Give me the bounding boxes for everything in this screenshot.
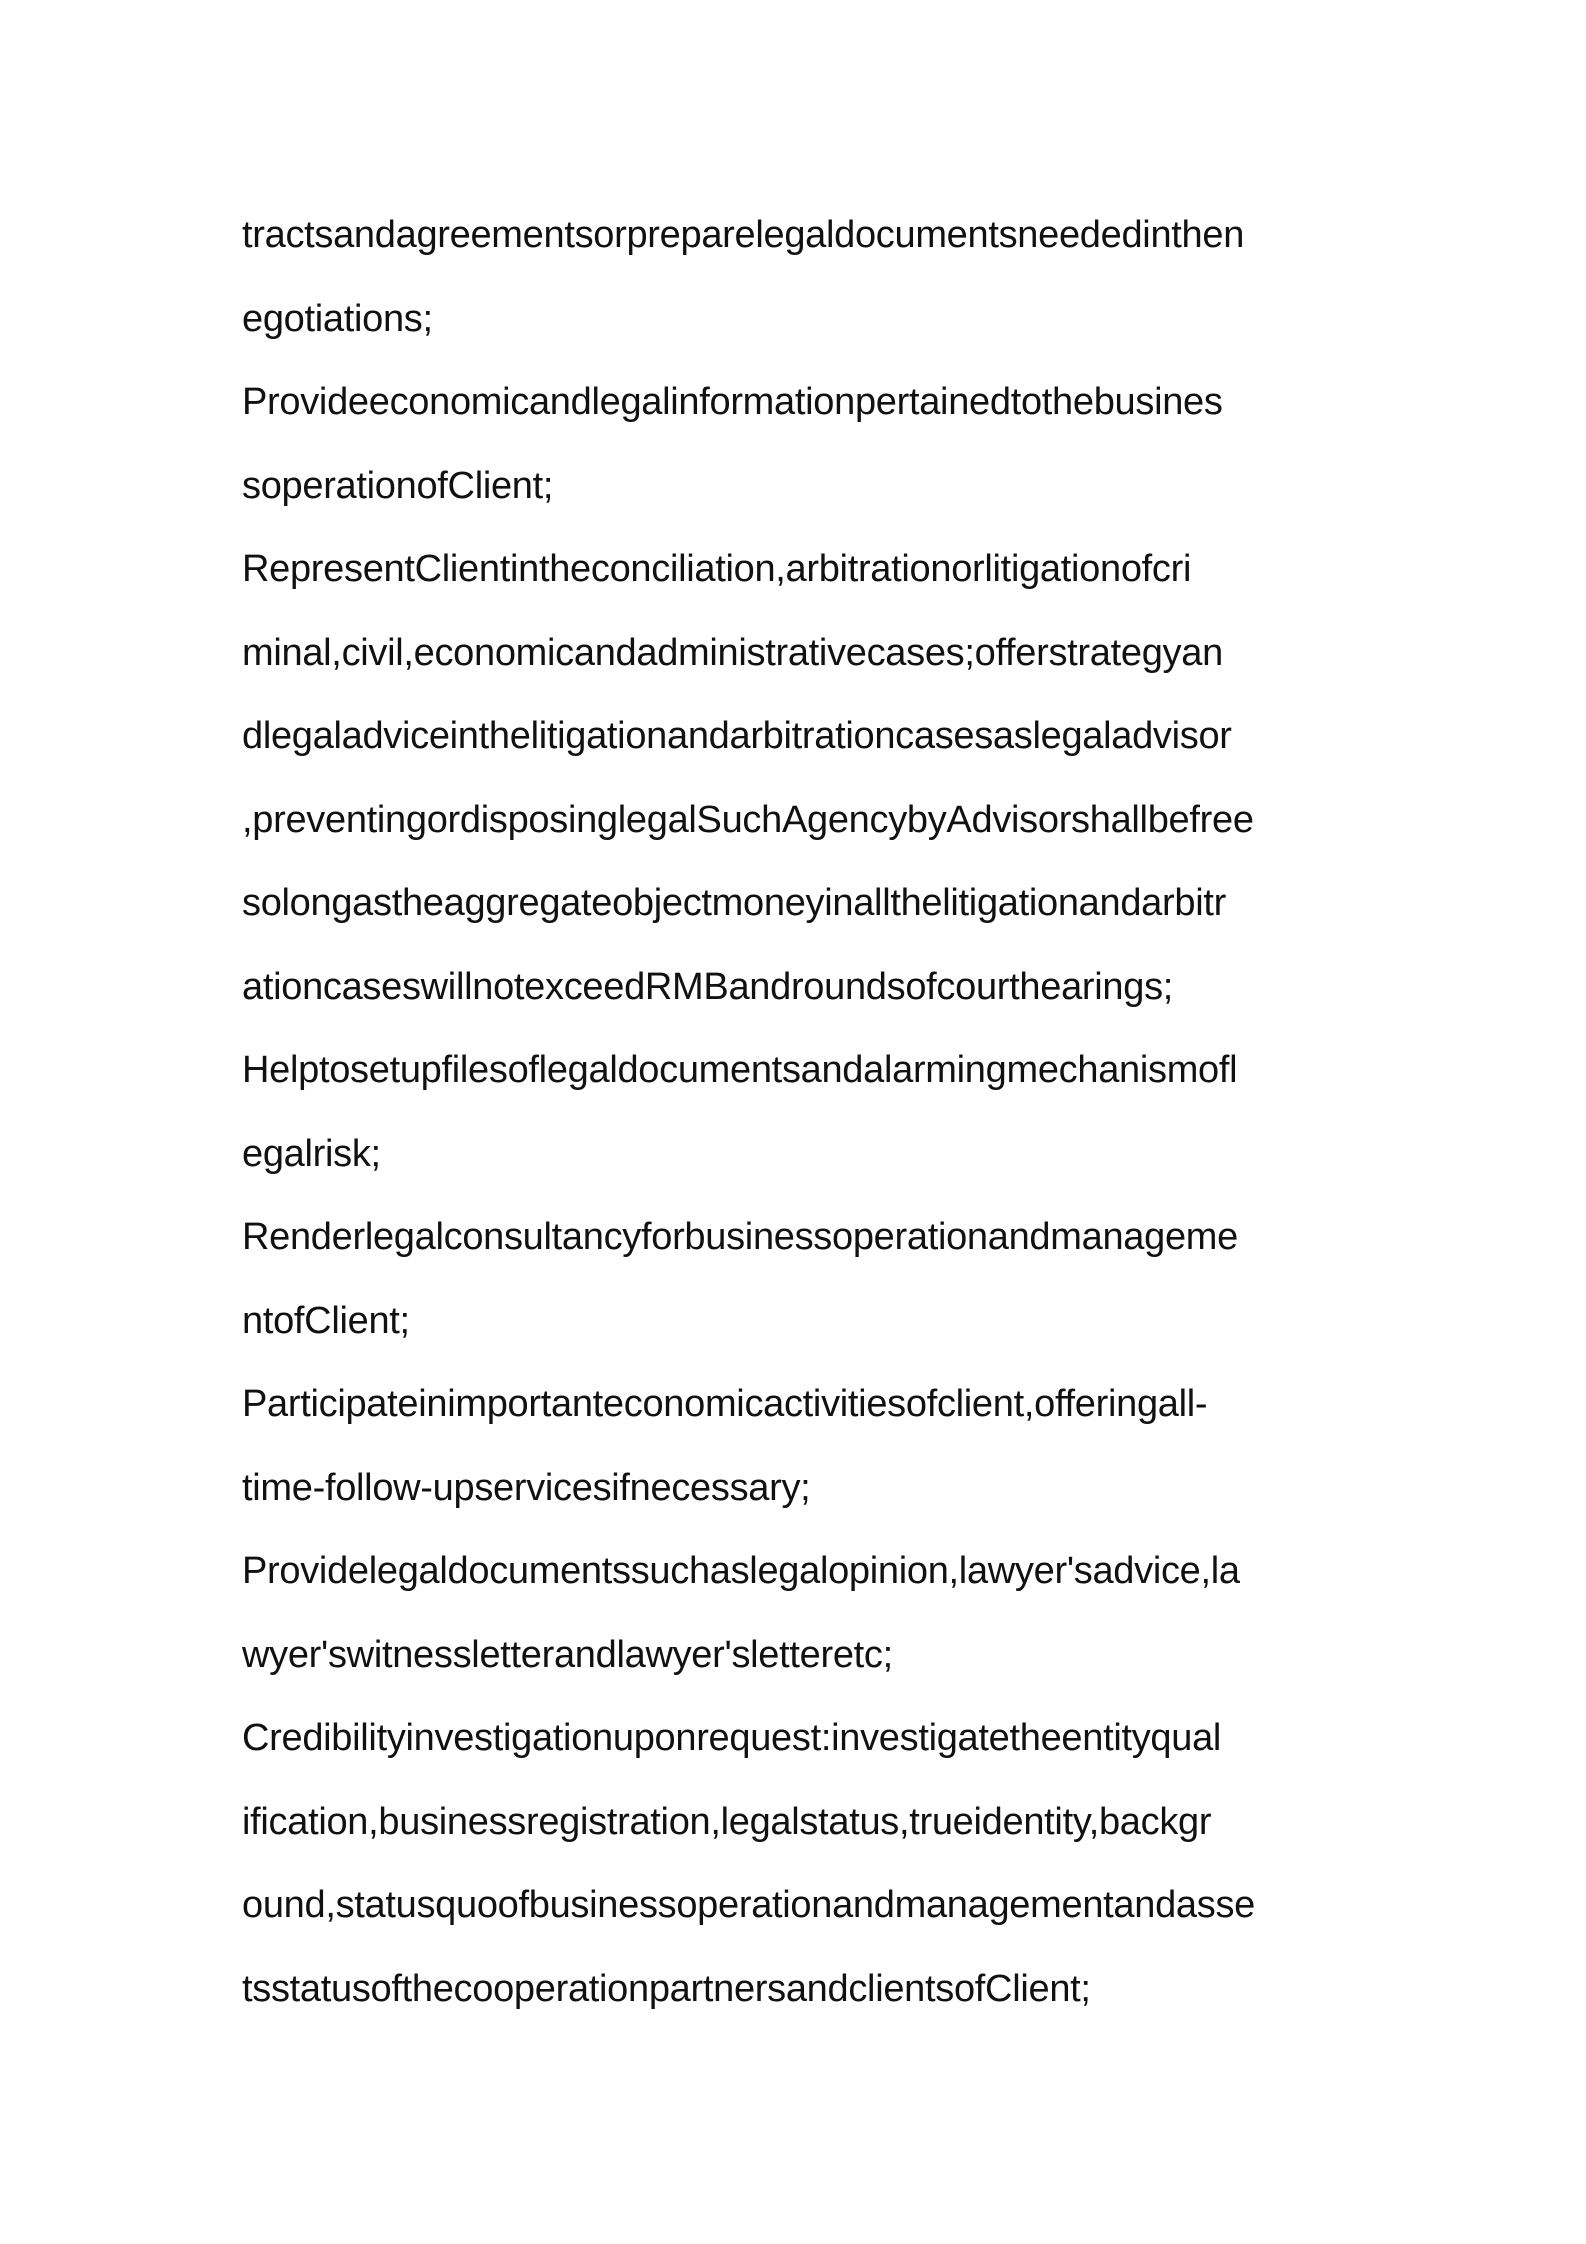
text-line: Credibilityinvestigationuponrequest:investigatetheentityqual bbox=[242, 1717, 1222, 1759]
text-line: egalrisk; bbox=[242, 1132, 381, 1175]
text-line: ,preventingordisposinglegalSuchAgencybyAdvisorshallbefree bbox=[242, 798, 1254, 841]
text-line: ntofClient; bbox=[242, 1299, 410, 1342]
text-line: tractsandagreementsorpreparelegaldocumentsneededinthen bbox=[242, 214, 1245, 256]
text-line: RepresentClientintheconciliation,arbitrationorlitigationofcri bbox=[242, 548, 1192, 590]
text-line: Providelegaldocumentssuchaslegalopinion,lawyer'sadvice,la bbox=[242, 1550, 1240, 1592]
text-line: ound,statusquoofbusinessoperationandmanagementandasse bbox=[242, 1884, 1255, 1926]
text-line: ification,businessregistration,legalstatus,trueidentity,backgr bbox=[242, 1800, 1212, 1843]
text-line: soperationofClient; bbox=[242, 464, 554, 507]
text-line: tsstatusofthecooperationpartnersandclientsofClient; bbox=[242, 1967, 1091, 2010]
text-line: Helptosetupfilesoflegaldocumentsandalarmingmechanismofl bbox=[242, 1049, 1238, 1091]
text-line: solongastheaggregateobjectmoneyinallthelitigationandarbitr bbox=[242, 882, 1226, 924]
text-line: ationcaseswillnotexceedRMBandroundsofcourthearings; bbox=[242, 965, 1174, 1008]
text-line: time-follow-upservicesifnecessary; bbox=[242, 1466, 811, 1509]
text-line: Participateinimportanteconomicactivitiesofclient,offeringall- bbox=[242, 1383, 1208, 1425]
text-line: egotiations; bbox=[242, 297, 433, 340]
text-line: Provideeconomicandlegalinformationpertainedtothebusines bbox=[242, 381, 1223, 423]
text-line: minal,civil,economicandadministrativecases;offerstrategyan bbox=[242, 631, 1223, 674]
text-line: wyer'switnessletterandlawyer'sletteretc; bbox=[242, 1633, 893, 1676]
text-line: Renderlegalconsultancyforbusinessoperationandmanageme bbox=[242, 1216, 1238, 1258]
text-line: dlegaladviceinthelitigationandarbitrationcasesaslegaladvisor bbox=[242, 715, 1232, 757]
body-text bbox=[242, 205, 1362, 2042]
